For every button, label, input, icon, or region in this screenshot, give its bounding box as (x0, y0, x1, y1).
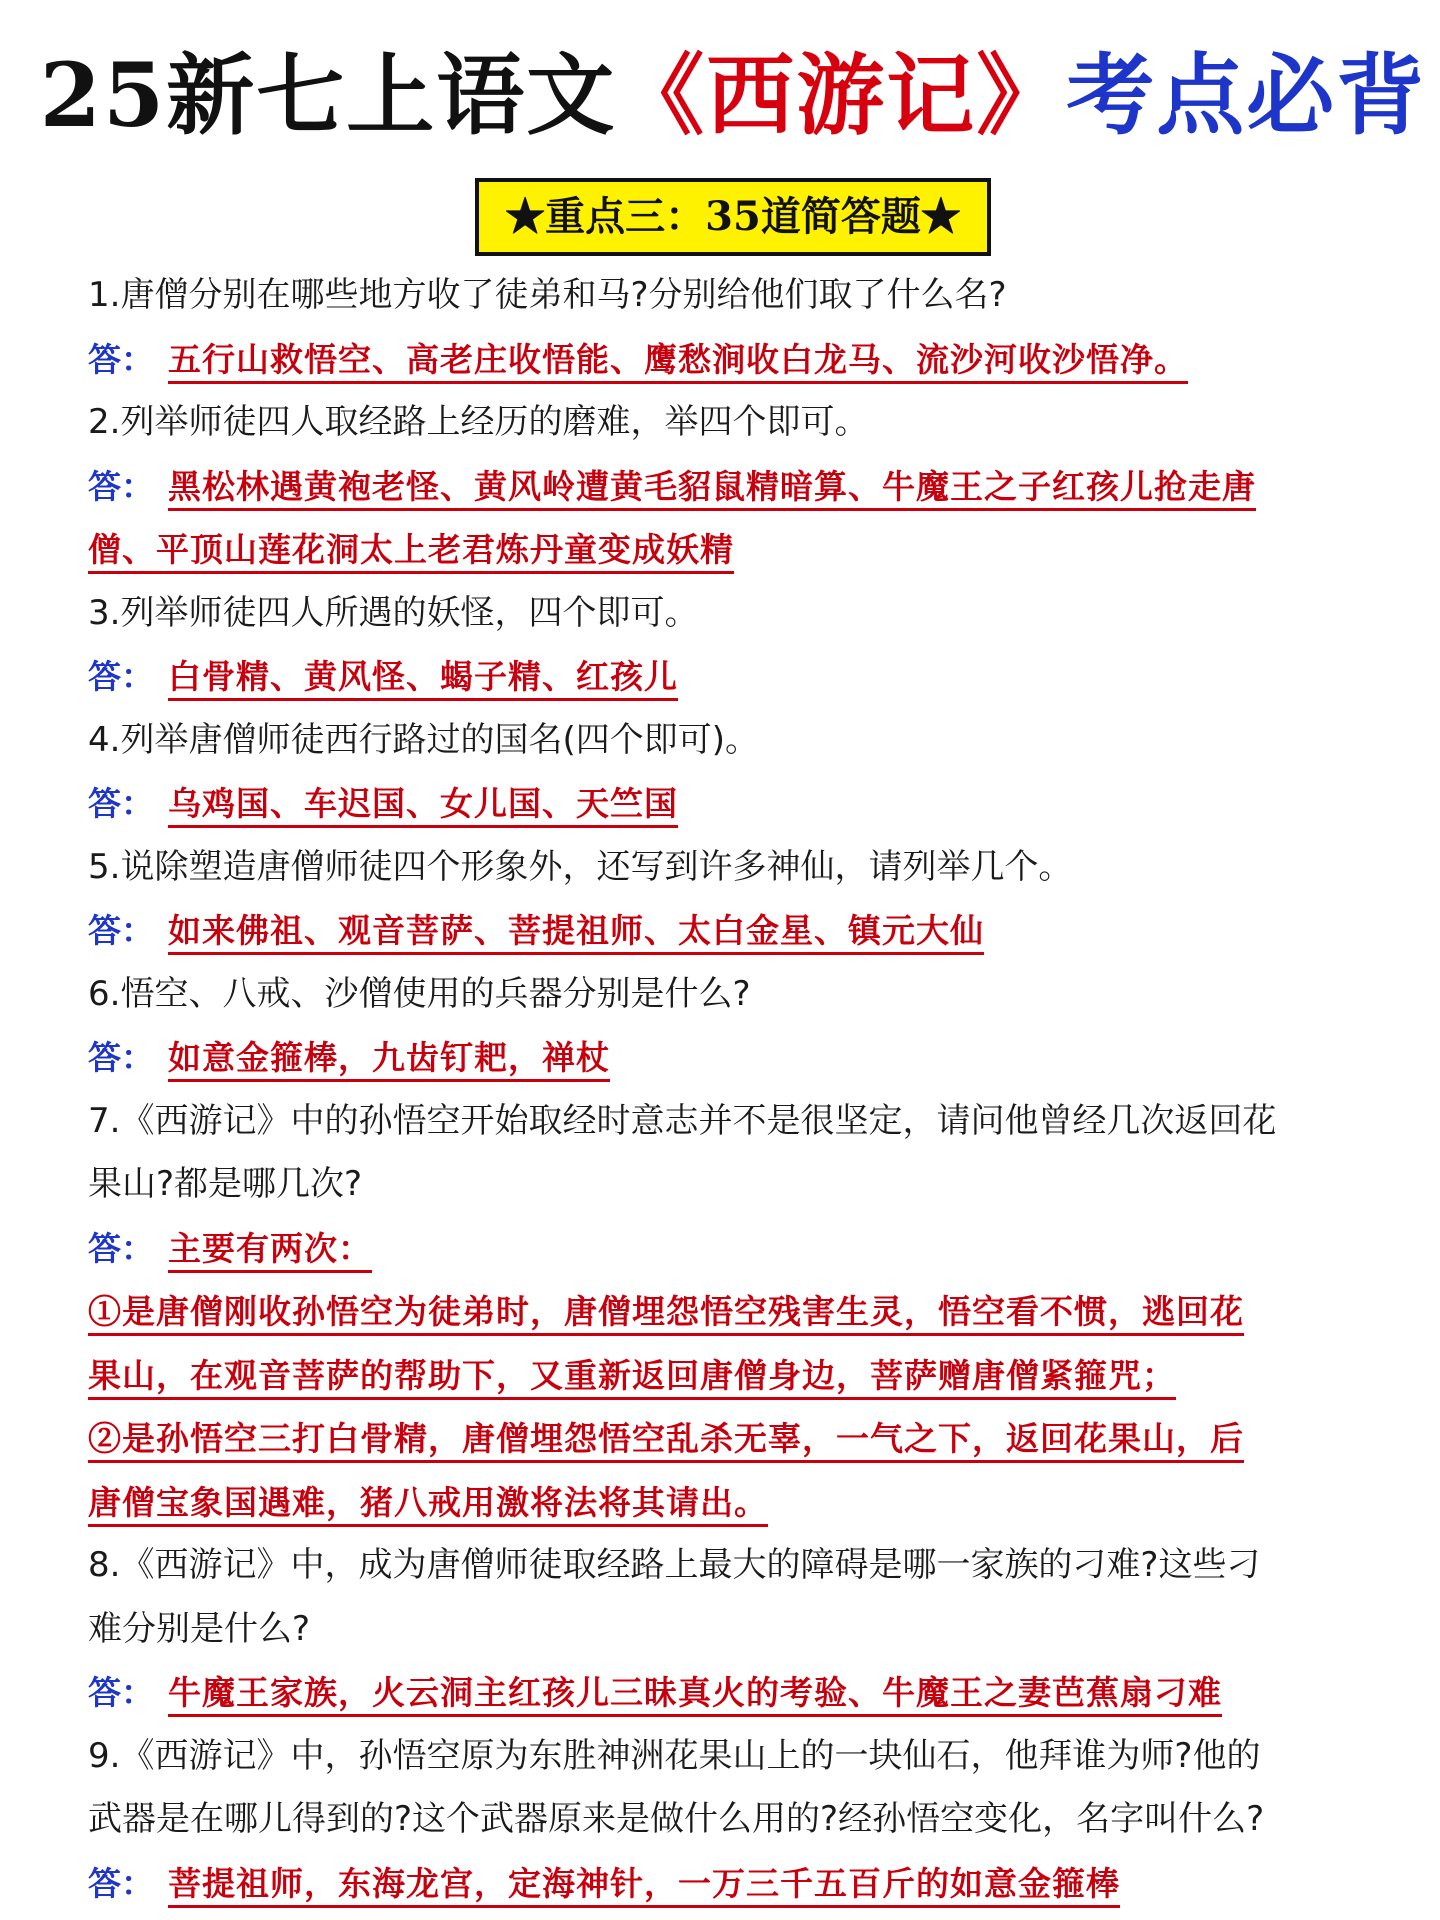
answer-text: 果山，在观音菩萨的帮助下，又重新返回唐僧身边，菩萨赠唐僧紧箍咒； (88, 1356, 1176, 1400)
answer-line (88, 645, 1378, 709)
question-text: 9.《西游记》中，孙悟空原为东胜神洲花果山上的一块仙石，他拜谁为师?他的 (88, 1735, 1261, 1776)
answer-text: 白骨精、黄风怪、蝎子精、红孩儿 (168, 657, 678, 701)
answer-text: 主要有两次： (168, 1229, 372, 1273)
answer-text: 僧、平顶山莲花洞太上老君炼丹童变成妖精 (88, 530, 734, 574)
answer-line (88, 1344, 1378, 1408)
answer-line (88, 1217, 1378, 1281)
qa-list (88, 264, 1378, 1915)
answer (88, 1217, 1378, 1535)
answer-line (88, 518, 1378, 582)
answer (88, 328, 1378, 392)
question-text-continued: 武器是在哪儿得到的?这个武器原来是做什么用的?经孙悟空变化，名字叫什么? (88, 1799, 1265, 1839)
qa-item (88, 836, 1378, 963)
answer-line (88, 455, 1378, 519)
answer-line (88, 1852, 1378, 1916)
answer-label: 答： (88, 1863, 154, 1903)
answer-text: ①是唐僧刚收孙悟空为徒弟时，唐僧埋怨悟空残害生灵，悟空看不惯，逃回花 (88, 1292, 1244, 1336)
qa-item (88, 963, 1378, 1090)
title-part-topic: 考点必背 (1066, 43, 1427, 147)
answer (88, 1852, 1378, 1916)
answer-text: 如来佛祖、观音菩萨、菩提祖师、太白金星、镇元大仙 (168, 911, 984, 955)
answer-label: 答： (88, 784, 154, 823)
qa-item (88, 582, 1378, 709)
question-text: 6.悟空、八戒、沙僧使用的兵器分别是什么? (88, 973, 751, 1014)
answer (88, 1026, 1378, 1090)
answer-line (88, 1407, 1378, 1471)
question-text-continued: 果山?都是哪几次? (88, 1164, 363, 1204)
answer-label: 答： (88, 466, 154, 506)
question-text: 4.列举唐僧师徒西行路过的国名(四个即可)。 (88, 719, 759, 760)
answer-text: 乌鸡国、车迟国、女儿国、天竺国 (168, 784, 678, 828)
answer-line (88, 1661, 1378, 1725)
page-title (39, 0, 1427, 178)
question-text: 2.列举师徒四人取经路上经历的磨难，举四个即可。 (88, 402, 869, 442)
qa-item (88, 264, 1378, 391)
answer-text: ②是孙悟空三打白骨精，唐僧埋怨悟空乱杀无辜，一气之下，返回花果山，后 (88, 1419, 1244, 1463)
answer-text: 牛魔王家族，火云洞主红孩儿三昧真火的考验、牛魔王之妻芭蕉扇刁难 (168, 1673, 1222, 1717)
answer-label: 答： (88, 1228, 154, 1268)
title-part-book: 《西游记》 (616, 43, 1067, 147)
answer (88, 1661, 1378, 1725)
answer-label: 答： (88, 911, 154, 950)
qa-item (88, 709, 1378, 836)
answer-label: 答： (88, 339, 154, 379)
qa-item (88, 1725, 1378, 1916)
answer-text: 五行山救悟空、高老庄收悟能、鹰愁涧收白龙马、流沙河收沙悟净。 (168, 340, 1188, 384)
qa-item (88, 391, 1378, 582)
section-banner: ★重点三：35道简答题★ (475, 178, 991, 256)
question-text: 7.《西游记》中的孙悟空开始取经时意志并不是很坚定，请问他曾经几次返回花 (88, 1100, 1277, 1141)
question-text-continued: 难分别是什么? (88, 1608, 311, 1649)
answer-text: 唐僧宝象国遇难，猪八戒用激将法将其请出。 (88, 1483, 768, 1527)
question-text: 8.《西游记》中，成为唐僧师徒取经路上最大的障碍是哪一家族的刁难?这些刁 (88, 1545, 1261, 1585)
answer-line (88, 1280, 1378, 1344)
answer-label: 答： (88, 1038, 154, 1077)
qa-item (88, 1534, 1378, 1725)
answer-label: 答： (88, 657, 154, 696)
answer-line (88, 328, 1378, 392)
answer-text: 黑松林遇黄袍老怪、黄风岭遭黄毛貂鼠精暗算、牛魔王之子红孩儿抢走唐 (168, 467, 1256, 511)
answer (88, 645, 1378, 709)
answer-line (88, 899, 1378, 963)
answer-text: 菩提祖师，东海龙宫，定海神针，一万三千五百斤的如意金箍棒 (168, 1864, 1120, 1908)
answer-line (88, 1471, 1378, 1535)
answer-line (88, 772, 1378, 836)
title-part-grade: 25新七上语文 (39, 43, 617, 147)
question-text: 3.列举师徒四人所遇的妖怪，四个即可。 (88, 592, 699, 633)
answer (88, 899, 1378, 963)
question-text: 1.唐僧分别在哪些地方收了徒弟和马?分别给他们取了什么名? (88, 275, 1007, 315)
answer-line (88, 1026, 1378, 1090)
answer-label: 答： (88, 1673, 154, 1712)
section-banner-wrap (88, 178, 1378, 264)
answer (88, 772, 1378, 836)
answer (88, 455, 1378, 582)
qa-item (88, 1090, 1378, 1535)
answer-text: 如意金箍棒，九齿钉耙，禅杖 (168, 1038, 610, 1082)
question-text: 5.说除塑造唐僧师徒四个形象外，还写到许多神仙，请列举几个。 (88, 846, 1073, 887)
